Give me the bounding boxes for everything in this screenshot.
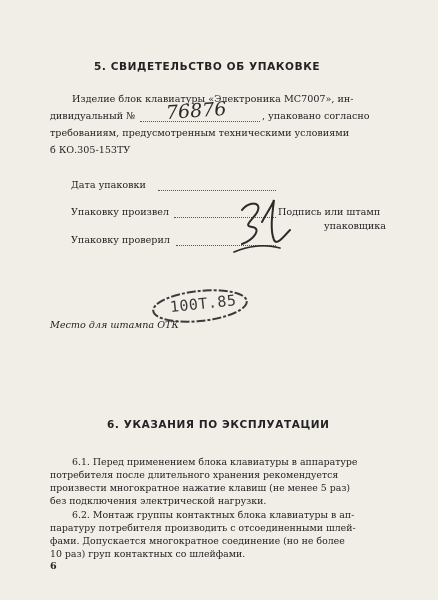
stamp-text: 100Т.85: [169, 291, 238, 317]
section-5-title: 5. СВИДЕТЕЛЬСТВО ОБ УПАКОВКЕ: [94, 61, 321, 73]
paragraph-line: 10 раз) груп контактных со шлейфами.: [50, 549, 246, 560]
packed-by-label: Упаковку произвел: [71, 207, 170, 218]
paragraph-line: произвести многократное нажатие клавиш (не менее 5 раз): [50, 483, 351, 494]
date-label: Дата упаковки: [71, 180, 146, 191]
paragraph-6-2: [50, 509, 388, 561]
serial-prefix: дивидуальный №: [50, 111, 136, 122]
signature-label: Подпись или штамп: [278, 207, 381, 218]
serial-suffix: , упаковано согласно: [262, 111, 370, 122]
checked-by-label: Упаковку проверил: [71, 235, 170, 246]
page-number: 6: [50, 561, 57, 572]
otk-stamp-label: Место для штампа ОТК: [50, 320, 179, 331]
paragraph-line: без подключения электрической нагрузки.: [50, 496, 267, 507]
paragraph-line: фами. Допускается многократное соединение (но не более: [50, 536, 345, 547]
paragraph-line: 6.1. Перед применением блока клавиатуры в аппаратуре: [72, 457, 358, 468]
spec-code: б КО.305-153ТУ: [50, 145, 131, 156]
handwritten-signature: [228, 196, 298, 258]
requirements-line: требованиям, предусмотренным техническими условиями: [50, 128, 350, 139]
date-dotted-line: [158, 190, 276, 191]
paragraph-line: 6.2. Монтаж группы контактных блока клавиатуры в ап-: [72, 510, 355, 521]
paragraph-line: паратуру потребителя производить с отсоединенными шлей-: [50, 523, 356, 534]
serial-handwritten: 76876: [165, 97, 228, 125]
paragraph-6-1: [50, 456, 388, 508]
packer-label: упаковщика: [324, 221, 386, 232]
section-6-title: 6. УКАЗАНИЯ ПО ЭКСПЛУАТАЦИИ: [107, 419, 330, 431]
product-line: Изделие блок клавиатуры «Электроника МС7007», ин-: [72, 94, 354, 105]
paragraph-line: потребителя после длительного хранения рекомендуется: [50, 470, 339, 481]
